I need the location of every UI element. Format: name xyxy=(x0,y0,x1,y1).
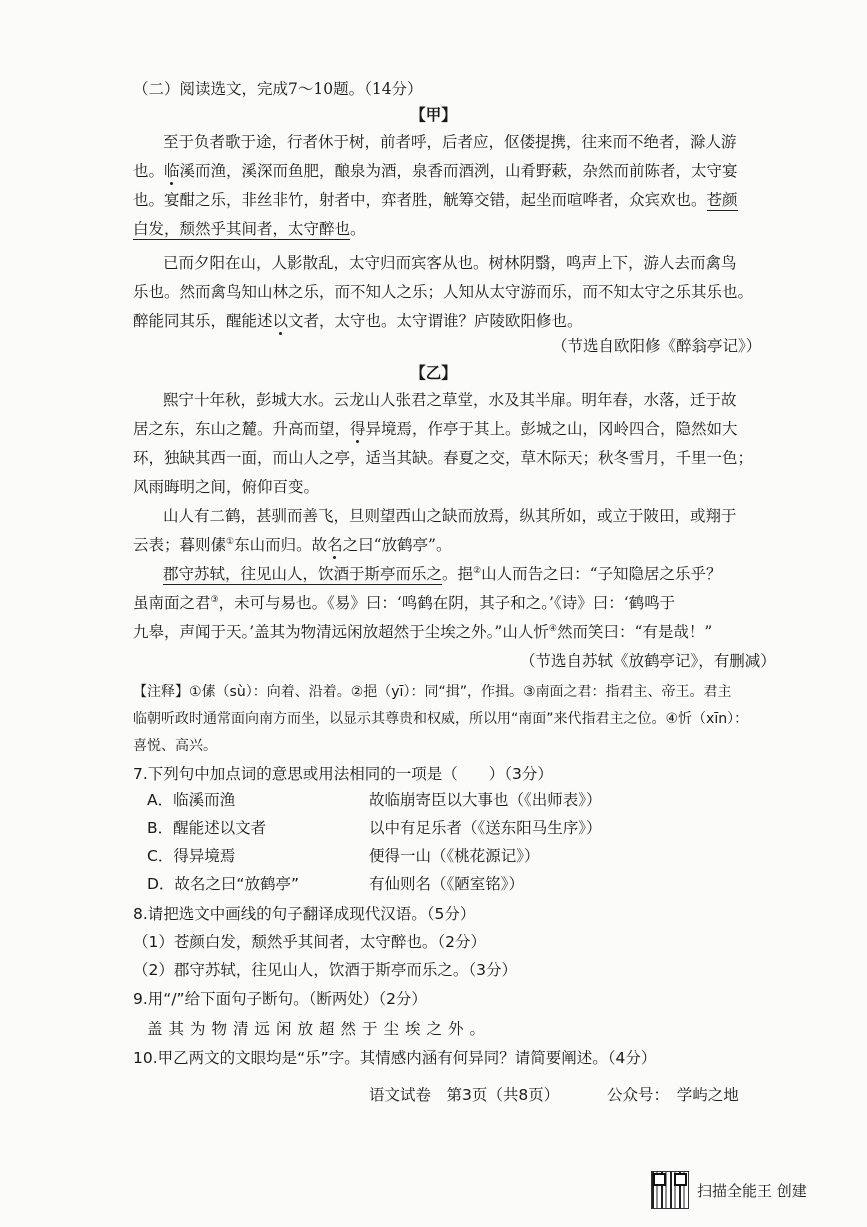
dotted-word-yi: 以 xyxy=(272,312,289,330)
jia-line-1: 至于负者歌于途，行者休于树，前者呼，后者应，伛偻提携，往来而不绝者，滁人游 xyxy=(163,133,737,151)
yi-p3-line-3: 九皋，声闻于天。’盖其为物清远闲放超然于尘埃之外。”山人忻④然而笑曰：“有是哉！” xyxy=(133,623,713,641)
yi-p3-line-1: 郡守苏轼，往见山人，饮酒于斯亭而乐之。挹②山人而告之曰：“子知隐居之乐乎？ xyxy=(163,565,722,583)
yi-p2-line-2: 云表；暮则傃①东山而归。故名之曰“放鹤亭”。 xyxy=(133,536,452,554)
yi-p2-line-1: 山人有二鹤，甚驯而善飞，旦则望西山之缺而放焉，纵其所如，或立于陂田，或翔于 xyxy=(163,507,737,525)
yi-line-4: 风雨晦明之间，俯仰百变。 xyxy=(133,478,320,496)
q7-option-b-compare: 以中有足乐者（《送东阳马生序》） xyxy=(369,819,602,837)
footer-wechat: 公众号： 学屿之地 xyxy=(607,1086,739,1104)
q7-option-b-label: B．醒能述以文者 xyxy=(147,819,267,837)
underlined-sentence-1: 苍颜 xyxy=(706,191,738,209)
notes-line-2: 临朝听政时通常面向南方而坐，以显示其尊贵和权威，所以用“南面”来代指君主之位。④忻（xīn）： xyxy=(133,711,749,727)
qr-code-icon xyxy=(652,1172,688,1208)
footer-page-info: 语文试卷 第3页（共8页） xyxy=(369,1086,560,1104)
q7-option-c-compare: 便得一山（《桃花源记》） xyxy=(369,847,540,865)
yi-source: （节选自苏轼《放鹤亭记》，有删减） xyxy=(520,652,776,670)
yi-line-1: 熙宁十年秋，彭城大水。云龙山人张君之草堂，水及其半扉。明年春，水落，迁于故 xyxy=(163,391,737,409)
q7-option-c-label: C．得异境焉 xyxy=(147,847,236,865)
question-10: 10.甲乙两文的文眼均是“乐”字。其情感内涵有何异同？请简要阐述。（4分） xyxy=(133,1049,657,1067)
underlined-sentence-1-cont: 白发，颓然乎其间者，太守醉也 xyxy=(133,220,351,238)
q7-option-a-label: A．临溪而渔 xyxy=(147,791,236,809)
notes-line-3: 喜悦、高兴。 xyxy=(133,738,217,754)
dotted-word-ming: 名 xyxy=(327,536,343,554)
q7-option-d-label: D．故名之曰“放鹤亭” xyxy=(147,875,299,893)
dotted-word-lin: 临 xyxy=(164,162,180,180)
scanner-watermark: 扫描全能王 创建 xyxy=(697,1182,807,1200)
passage-yi-title: 【乙】 xyxy=(410,363,457,382)
yi-p3-line-2: 虽南面之君③，未可与易也。《易》曰：‘鸣鹤在阴，其子和之。’《诗》曰：‘鹤鸣于 xyxy=(133,594,676,612)
jia-p2-line-2: 乐也。然而禽鸟知山林之乐，而不知人之乐；人知从太守游而乐，而不知太守之乐其乐也。 xyxy=(133,283,754,301)
jia-line-2: 也。临溪而渔，溪深而鱼肥，酿泉为酒，泉香而酒洌，山肴野蔌，杂然而前陈者，太守宴 xyxy=(133,162,738,180)
yi-line-3: 环，独缺其西一面，而山人之亭，适当其缺。春夏之交，草木际天；秋冬雪月，千里一色； xyxy=(133,449,754,467)
question-8: 8.请把选文中画线的句子翻译成现代汉语。（5分） xyxy=(133,905,476,923)
notes-line-1: 【注释】①傃（sù）：向着、沿着。②挹（yī）：同“揖”，作揖。③南面之君：指君主、帝王。君主 xyxy=(133,684,732,700)
question-9: 9.用“/”给下面句子断句。（断两处）（2分） xyxy=(133,990,427,1008)
question-8-2: （2）郡守苏轼，往见山人，饮酒于斯亭而乐之。（3分） xyxy=(133,961,517,979)
jia-line-3: 也。宴酣之乐，非丝非竹，射者中，弈者胜，觥筹交错，起坐而喧哗者，众宾欢也。苍颜 xyxy=(133,191,738,209)
jia-line-4: 白发，颓然乎其间者，太守醉也。 xyxy=(133,220,366,238)
question-9-sentence: 盖其为物清远闲放超然于尘埃之外。 xyxy=(147,1020,492,1038)
question-7: 7.下列句中加点词的意思或用法相同的一项是（ ）（3分） xyxy=(133,765,553,783)
dotted-word-de: 得 xyxy=(350,420,366,438)
jia-p2-line-3: 醉能同其乐，醒能述以文者，太守也。太守谓谁？庐陵欧阳修也。 xyxy=(133,312,583,330)
passage-jia-title: 【甲】 xyxy=(410,105,457,124)
underlined-sentence-2: 郡守苏轼，往见山人，饮酒于斯亭而乐之 xyxy=(163,565,443,583)
section-heading: （二）阅读选文，完成7～10题。（14分） xyxy=(133,80,423,98)
yi-line-2: 居之东，东山之麓。升高而望，得异境焉，作亭于其上。彭城之山，冈岭四合，隐然如大 xyxy=(133,420,738,438)
jia-p2-line-1: 已而夕阳在山，人影散乱，太守归而宾客从也。树林阴翳，鸣声上下，游人去而禽鸟 xyxy=(163,254,737,272)
jia-source: （节选自欧阳修《醉翁亭记》） xyxy=(552,337,762,355)
q7-option-d-compare: 有仙则名（《陋室铭》） xyxy=(369,875,525,893)
question-8-1: （1）苍颜白发，颓然乎其间者，太守醉也。（2分） xyxy=(133,933,486,951)
q7-option-a-compare: 故临崩寄臣以大事也（《出师表》） xyxy=(369,791,602,809)
